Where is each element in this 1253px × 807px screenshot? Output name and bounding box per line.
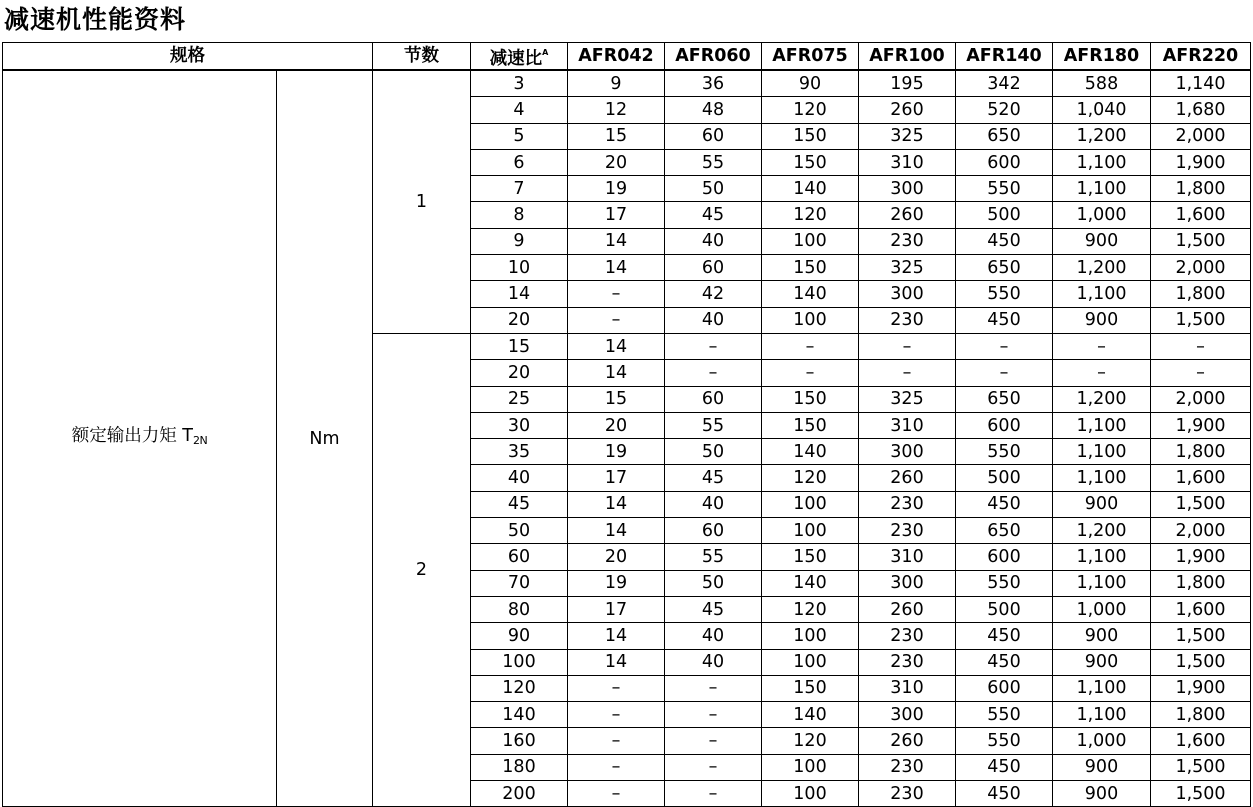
torque-value-cell: 450 xyxy=(956,754,1053,780)
torque-value-cell: 48 xyxy=(665,97,762,123)
torque-value-cell: 120 xyxy=(762,596,859,622)
torque-value-cell: 100 xyxy=(762,623,859,649)
torque-value-cell: 500 xyxy=(956,465,1053,491)
torque-value-cell: 310 xyxy=(859,149,956,175)
torque-value-cell: 150 xyxy=(762,386,859,412)
torque-value-cell: 42 xyxy=(665,281,762,307)
torque-value-cell: – xyxy=(1053,333,1151,359)
ratio-cell: 35 xyxy=(471,439,568,465)
ratio-cell: 8 xyxy=(471,202,568,228)
torque-value-cell: – xyxy=(568,307,665,333)
torque-value-cell: 900 xyxy=(1053,491,1151,517)
unit-cell: Nm xyxy=(277,70,373,807)
torque-value-cell: – xyxy=(665,702,762,728)
torque-value-cell: – xyxy=(956,360,1053,386)
torque-value-cell: 310 xyxy=(859,675,956,701)
torque-value-cell: 230 xyxy=(859,781,956,807)
ratio-cell: 160 xyxy=(471,728,568,754)
torque-value-cell: 100 xyxy=(762,754,859,780)
torque-value-cell: 150 xyxy=(762,255,859,281)
torque-value-cell: 40 xyxy=(665,649,762,675)
header-model: AFR180 xyxy=(1053,43,1151,71)
torque-value-cell: 550 xyxy=(956,570,1053,596)
header-ratio-label: 减速比 xyxy=(489,49,543,69)
torque-value-cell: 1,100 xyxy=(1053,702,1151,728)
torque-value-cell: 15 xyxy=(568,386,665,412)
torque-value-cell: 140 xyxy=(762,439,859,465)
torque-value-cell: 20 xyxy=(568,544,665,570)
header-model: AFR140 xyxy=(956,43,1053,71)
table-row xyxy=(3,70,1251,97)
ratio-cell: 90 xyxy=(471,623,568,649)
torque-value-cell: – xyxy=(665,754,762,780)
torque-value-cell: 325 xyxy=(859,255,956,281)
torque-value-cell: 1,100 xyxy=(1053,412,1151,438)
torque-value-cell: – xyxy=(665,360,762,386)
torque-value-cell: 2,000 xyxy=(1151,255,1251,281)
torque-value-cell: – xyxy=(568,754,665,780)
torque-value-cell: 45 xyxy=(665,465,762,491)
torque-value-cell: 40 xyxy=(665,307,762,333)
torque-value-cell: 1,900 xyxy=(1151,675,1251,701)
torque-value-cell: 650 xyxy=(956,123,1053,149)
torque-value-cell: 60 xyxy=(665,255,762,281)
ratio-cell: 70 xyxy=(471,570,568,596)
header-model: AFR060 xyxy=(665,43,762,71)
torque-value-cell: 1,500 xyxy=(1151,228,1251,254)
torque-value-cell: – xyxy=(568,728,665,754)
torque-value-cell: 550 xyxy=(956,728,1053,754)
torque-value-cell: 600 xyxy=(956,412,1053,438)
ratio-cell: 40 xyxy=(471,465,568,491)
torque-value-cell: 1,000 xyxy=(1053,596,1151,622)
header-ratio xyxy=(471,43,568,71)
ratio-cell: 200 xyxy=(471,781,568,807)
torque-value-cell: 120 xyxy=(762,728,859,754)
ratio-cell: 20 xyxy=(471,360,568,386)
torque-value-cell: 50 xyxy=(665,176,762,202)
torque-value-cell: – xyxy=(1151,333,1251,359)
torque-value-cell: 40 xyxy=(665,228,762,254)
torque-value-cell: 1,500 xyxy=(1151,307,1251,333)
torque-value-cell: 310 xyxy=(859,412,956,438)
torque-value-cell: 14 xyxy=(568,360,665,386)
torque-value-cell: 550 xyxy=(956,702,1053,728)
torque-value-cell: 230 xyxy=(859,623,956,649)
ratio-cell: 3 xyxy=(471,70,568,97)
torque-value-cell: – xyxy=(665,675,762,701)
torque-value-cell: 300 xyxy=(859,281,956,307)
torque-value-cell: 260 xyxy=(859,728,956,754)
torque-value-cell: 36 xyxy=(665,70,762,97)
torque-value-cell: 1,500 xyxy=(1151,754,1251,780)
torque-value-cell: 55 xyxy=(665,412,762,438)
torque-value-cell: 140 xyxy=(762,702,859,728)
torque-value-cell: 450 xyxy=(956,491,1053,517)
torque-value-cell: 2,000 xyxy=(1151,123,1251,149)
ratio-cell: 45 xyxy=(471,491,568,517)
ratio-cell: 15 xyxy=(471,333,568,359)
ratio-cell: 4 xyxy=(471,97,568,123)
torque-value-cell: 230 xyxy=(859,307,956,333)
ratio-cell: 50 xyxy=(471,518,568,544)
torque-value-cell: – xyxy=(568,781,665,807)
torque-value-cell: 14 xyxy=(568,518,665,544)
torque-value-cell: 100 xyxy=(762,781,859,807)
torque-value-cell: 600 xyxy=(956,544,1053,570)
torque-value-cell: 1,100 xyxy=(1053,281,1151,307)
torque-value-cell: 150 xyxy=(762,149,859,175)
torque-value-cell: 100 xyxy=(762,518,859,544)
header-ratio-sup: A xyxy=(542,48,549,57)
torque-value-cell: – xyxy=(568,281,665,307)
torque-value-cell: 60 xyxy=(665,386,762,412)
torque-value-cell: – xyxy=(762,360,859,386)
torque-value-cell: 1,800 xyxy=(1151,176,1251,202)
torque-value-cell: 1,100 xyxy=(1053,675,1151,701)
torque-value-cell: 40 xyxy=(665,623,762,649)
torque-value-cell: 20 xyxy=(568,412,665,438)
torque-value-cell: 260 xyxy=(859,465,956,491)
torque-value-cell: 150 xyxy=(762,123,859,149)
torque-value-cell: 9 xyxy=(568,70,665,97)
torque-value-cell: 450 xyxy=(956,307,1053,333)
torque-value-cell: 230 xyxy=(859,754,956,780)
torque-value-cell: 450 xyxy=(956,623,1053,649)
ratio-cell: 120 xyxy=(471,675,568,701)
torque-value-cell: 900 xyxy=(1053,228,1151,254)
torque-value-cell: 14 xyxy=(568,623,665,649)
torque-value-cell: 1,500 xyxy=(1151,649,1251,675)
ratio-cell: 25 xyxy=(471,386,568,412)
ratio-cell: 7 xyxy=(471,176,568,202)
torque-value-cell: – xyxy=(1151,360,1251,386)
torque-value-cell: – xyxy=(762,333,859,359)
torque-value-cell: 342 xyxy=(956,70,1053,97)
torque-value-cell: 230 xyxy=(859,491,956,517)
header-model: AFR075 xyxy=(762,43,859,71)
torque-value-cell: 1,600 xyxy=(1151,728,1251,754)
torque-value-cell: 1,040 xyxy=(1053,97,1151,123)
ratio-cell: 140 xyxy=(471,702,568,728)
torque-value-cell: 14 xyxy=(568,491,665,517)
spec-label: 额定输出力矩 T xyxy=(71,426,194,447)
torque-value-cell: 600 xyxy=(956,675,1053,701)
torque-value-cell: – xyxy=(665,333,762,359)
ratio-cell: 80 xyxy=(471,596,568,622)
torque-value-cell: 14 xyxy=(568,228,665,254)
torque-value-cell: 19 xyxy=(568,570,665,596)
torque-value-cell: 325 xyxy=(859,386,956,412)
torque-value-cell: 17 xyxy=(568,465,665,491)
torque-value-cell: 120 xyxy=(762,465,859,491)
torque-value-cell: 45 xyxy=(665,202,762,228)
torque-value-cell: 900 xyxy=(1053,781,1151,807)
torque-value-cell: 1,900 xyxy=(1151,412,1251,438)
torque-value-cell: 17 xyxy=(568,202,665,228)
torque-value-cell: 100 xyxy=(762,228,859,254)
torque-value-cell: 1,500 xyxy=(1151,623,1251,649)
torque-value-cell: 150 xyxy=(762,412,859,438)
torque-value-cell: 500 xyxy=(956,596,1053,622)
torque-value-cell: 140 xyxy=(762,176,859,202)
torque-value-cell: 1,680 xyxy=(1151,97,1251,123)
torque-value-cell: 140 xyxy=(762,570,859,596)
torque-value-cell: – xyxy=(859,360,956,386)
torque-value-cell: 650 xyxy=(956,255,1053,281)
torque-value-cell: 900 xyxy=(1053,754,1151,780)
torque-value-cell: – xyxy=(665,728,762,754)
torque-value-cell: 14 xyxy=(568,649,665,675)
torque-value-cell: 1,100 xyxy=(1053,176,1151,202)
header-spec: 规格 xyxy=(3,43,373,71)
ratio-cell: 6 xyxy=(471,149,568,175)
torque-value-cell: 300 xyxy=(859,570,956,596)
torque-value-cell: – xyxy=(859,333,956,359)
torque-value-cell: 1,100 xyxy=(1053,439,1151,465)
torque-value-cell: 50 xyxy=(665,570,762,596)
torque-value-cell: 500 xyxy=(956,202,1053,228)
torque-value-cell: – xyxy=(568,675,665,701)
torque-value-cell: 40 xyxy=(665,491,762,517)
ratio-cell: 30 xyxy=(471,412,568,438)
torque-value-cell: 140 xyxy=(762,281,859,307)
torque-value-cell: 100 xyxy=(762,307,859,333)
torque-value-cell: 12 xyxy=(568,97,665,123)
torque-value-cell: 19 xyxy=(568,439,665,465)
torque-value-cell: 1,800 xyxy=(1151,570,1251,596)
torque-value-cell: – xyxy=(956,333,1053,359)
ratio-cell: 20 xyxy=(471,307,568,333)
torque-value-cell: 230 xyxy=(859,649,956,675)
ratio-cell: 9 xyxy=(471,228,568,254)
torque-value-cell: 260 xyxy=(859,97,956,123)
torque-value-cell: 900 xyxy=(1053,307,1151,333)
stage-cell: 1 xyxy=(373,70,471,333)
ratio-cell: 10 xyxy=(471,255,568,281)
torque-value-cell: 588 xyxy=(1053,70,1151,97)
torque-value-cell: 55 xyxy=(665,544,762,570)
torque-value-cell: 600 xyxy=(956,149,1053,175)
torque-value-cell: 19 xyxy=(568,176,665,202)
torque-value-cell: 260 xyxy=(859,596,956,622)
torque-value-cell: 1,200 xyxy=(1053,386,1151,412)
torque-value-cell: 1,500 xyxy=(1151,491,1251,517)
performance-table xyxy=(2,42,1251,807)
torque-value-cell: 90 xyxy=(762,70,859,97)
torque-value-cell: 230 xyxy=(859,228,956,254)
torque-value-cell: 1,800 xyxy=(1151,439,1251,465)
torque-value-cell: 100 xyxy=(762,649,859,675)
torque-value-cell: 15 xyxy=(568,123,665,149)
spec-label-cell xyxy=(3,70,277,807)
table-body xyxy=(3,70,1251,807)
torque-value-cell: 20 xyxy=(568,149,665,175)
torque-value-cell: 1,200 xyxy=(1053,255,1151,281)
torque-value-cell: 14 xyxy=(568,333,665,359)
torque-value-cell: 1,500 xyxy=(1151,781,1251,807)
page-title: 减速机性能资料 xyxy=(4,5,187,34)
torque-value-cell: 260 xyxy=(859,202,956,228)
torque-value-cell: 1,800 xyxy=(1151,281,1251,307)
torque-value-cell: – xyxy=(665,781,762,807)
torque-value-cell: 1,140 xyxy=(1151,70,1251,97)
torque-value-cell: 520 xyxy=(956,97,1053,123)
torque-value-cell: 650 xyxy=(956,386,1053,412)
torque-value-cell: 60 xyxy=(665,518,762,544)
torque-value-cell: 230 xyxy=(859,518,956,544)
spec-label-subscript: 2N xyxy=(193,434,208,448)
header-stages: 节数 xyxy=(373,43,471,71)
header-model: AFR042 xyxy=(568,43,665,71)
torque-value-cell: 1,600 xyxy=(1151,596,1251,622)
header-row xyxy=(3,43,1251,71)
torque-value-cell: 45 xyxy=(665,596,762,622)
torque-value-cell: 17 xyxy=(568,596,665,622)
torque-value-cell: 195 xyxy=(859,70,956,97)
header-model: AFR220 xyxy=(1151,43,1251,71)
torque-value-cell: – xyxy=(1053,360,1151,386)
torque-value-cell: 1,200 xyxy=(1053,518,1151,544)
torque-value-cell: 150 xyxy=(762,675,859,701)
torque-value-cell: 450 xyxy=(956,228,1053,254)
torque-value-cell: 1,100 xyxy=(1053,465,1151,491)
torque-value-cell: 120 xyxy=(762,202,859,228)
torque-value-cell: 120 xyxy=(762,97,859,123)
torque-value-cell: 1,800 xyxy=(1151,702,1251,728)
torque-value-cell: 300 xyxy=(859,439,956,465)
torque-value-cell: 900 xyxy=(1053,649,1151,675)
torque-value-cell: 55 xyxy=(665,149,762,175)
torque-value-cell: 1,100 xyxy=(1053,149,1151,175)
torque-value-cell: 1,000 xyxy=(1053,202,1151,228)
torque-value-cell: 1,000 xyxy=(1053,728,1151,754)
torque-value-cell: 900 xyxy=(1053,623,1151,649)
torque-value-cell: 550 xyxy=(956,176,1053,202)
torque-value-cell: 50 xyxy=(665,439,762,465)
ratio-cell: 100 xyxy=(471,649,568,675)
torque-value-cell: 1,900 xyxy=(1151,544,1251,570)
stage-cell: 2 xyxy=(373,333,471,806)
torque-value-cell: 2,000 xyxy=(1151,386,1251,412)
torque-value-cell: 14 xyxy=(568,255,665,281)
ratio-cell: 60 xyxy=(471,544,568,570)
torque-value-cell: 325 xyxy=(859,123,956,149)
torque-value-cell: 650 xyxy=(956,518,1053,544)
torque-value-cell: 300 xyxy=(859,176,956,202)
torque-value-cell: 310 xyxy=(859,544,956,570)
torque-value-cell: 450 xyxy=(956,781,1053,807)
torque-value-cell: 1,100 xyxy=(1053,570,1151,596)
torque-value-cell: 60 xyxy=(665,123,762,149)
torque-value-cell: 550 xyxy=(956,281,1053,307)
torque-value-cell: 150 xyxy=(762,544,859,570)
torque-value-cell: – xyxy=(568,702,665,728)
ratio-cell: 14 xyxy=(471,281,568,307)
header-model: AFR100 xyxy=(859,43,956,71)
torque-value-cell: 1,900 xyxy=(1151,149,1251,175)
torque-value-cell: 450 xyxy=(956,649,1053,675)
torque-value-cell: 2,000 xyxy=(1151,518,1251,544)
torque-value-cell: 1,100 xyxy=(1053,544,1151,570)
torque-value-cell: 1,600 xyxy=(1151,465,1251,491)
torque-value-cell: 550 xyxy=(956,439,1053,465)
torque-value-cell: 1,600 xyxy=(1151,202,1251,228)
torque-value-cell: 100 xyxy=(762,491,859,517)
torque-value-cell: 1,200 xyxy=(1053,123,1151,149)
ratio-cell: 5 xyxy=(471,123,568,149)
ratio-cell: 180 xyxy=(471,754,568,780)
torque-value-cell: 300 xyxy=(859,702,956,728)
